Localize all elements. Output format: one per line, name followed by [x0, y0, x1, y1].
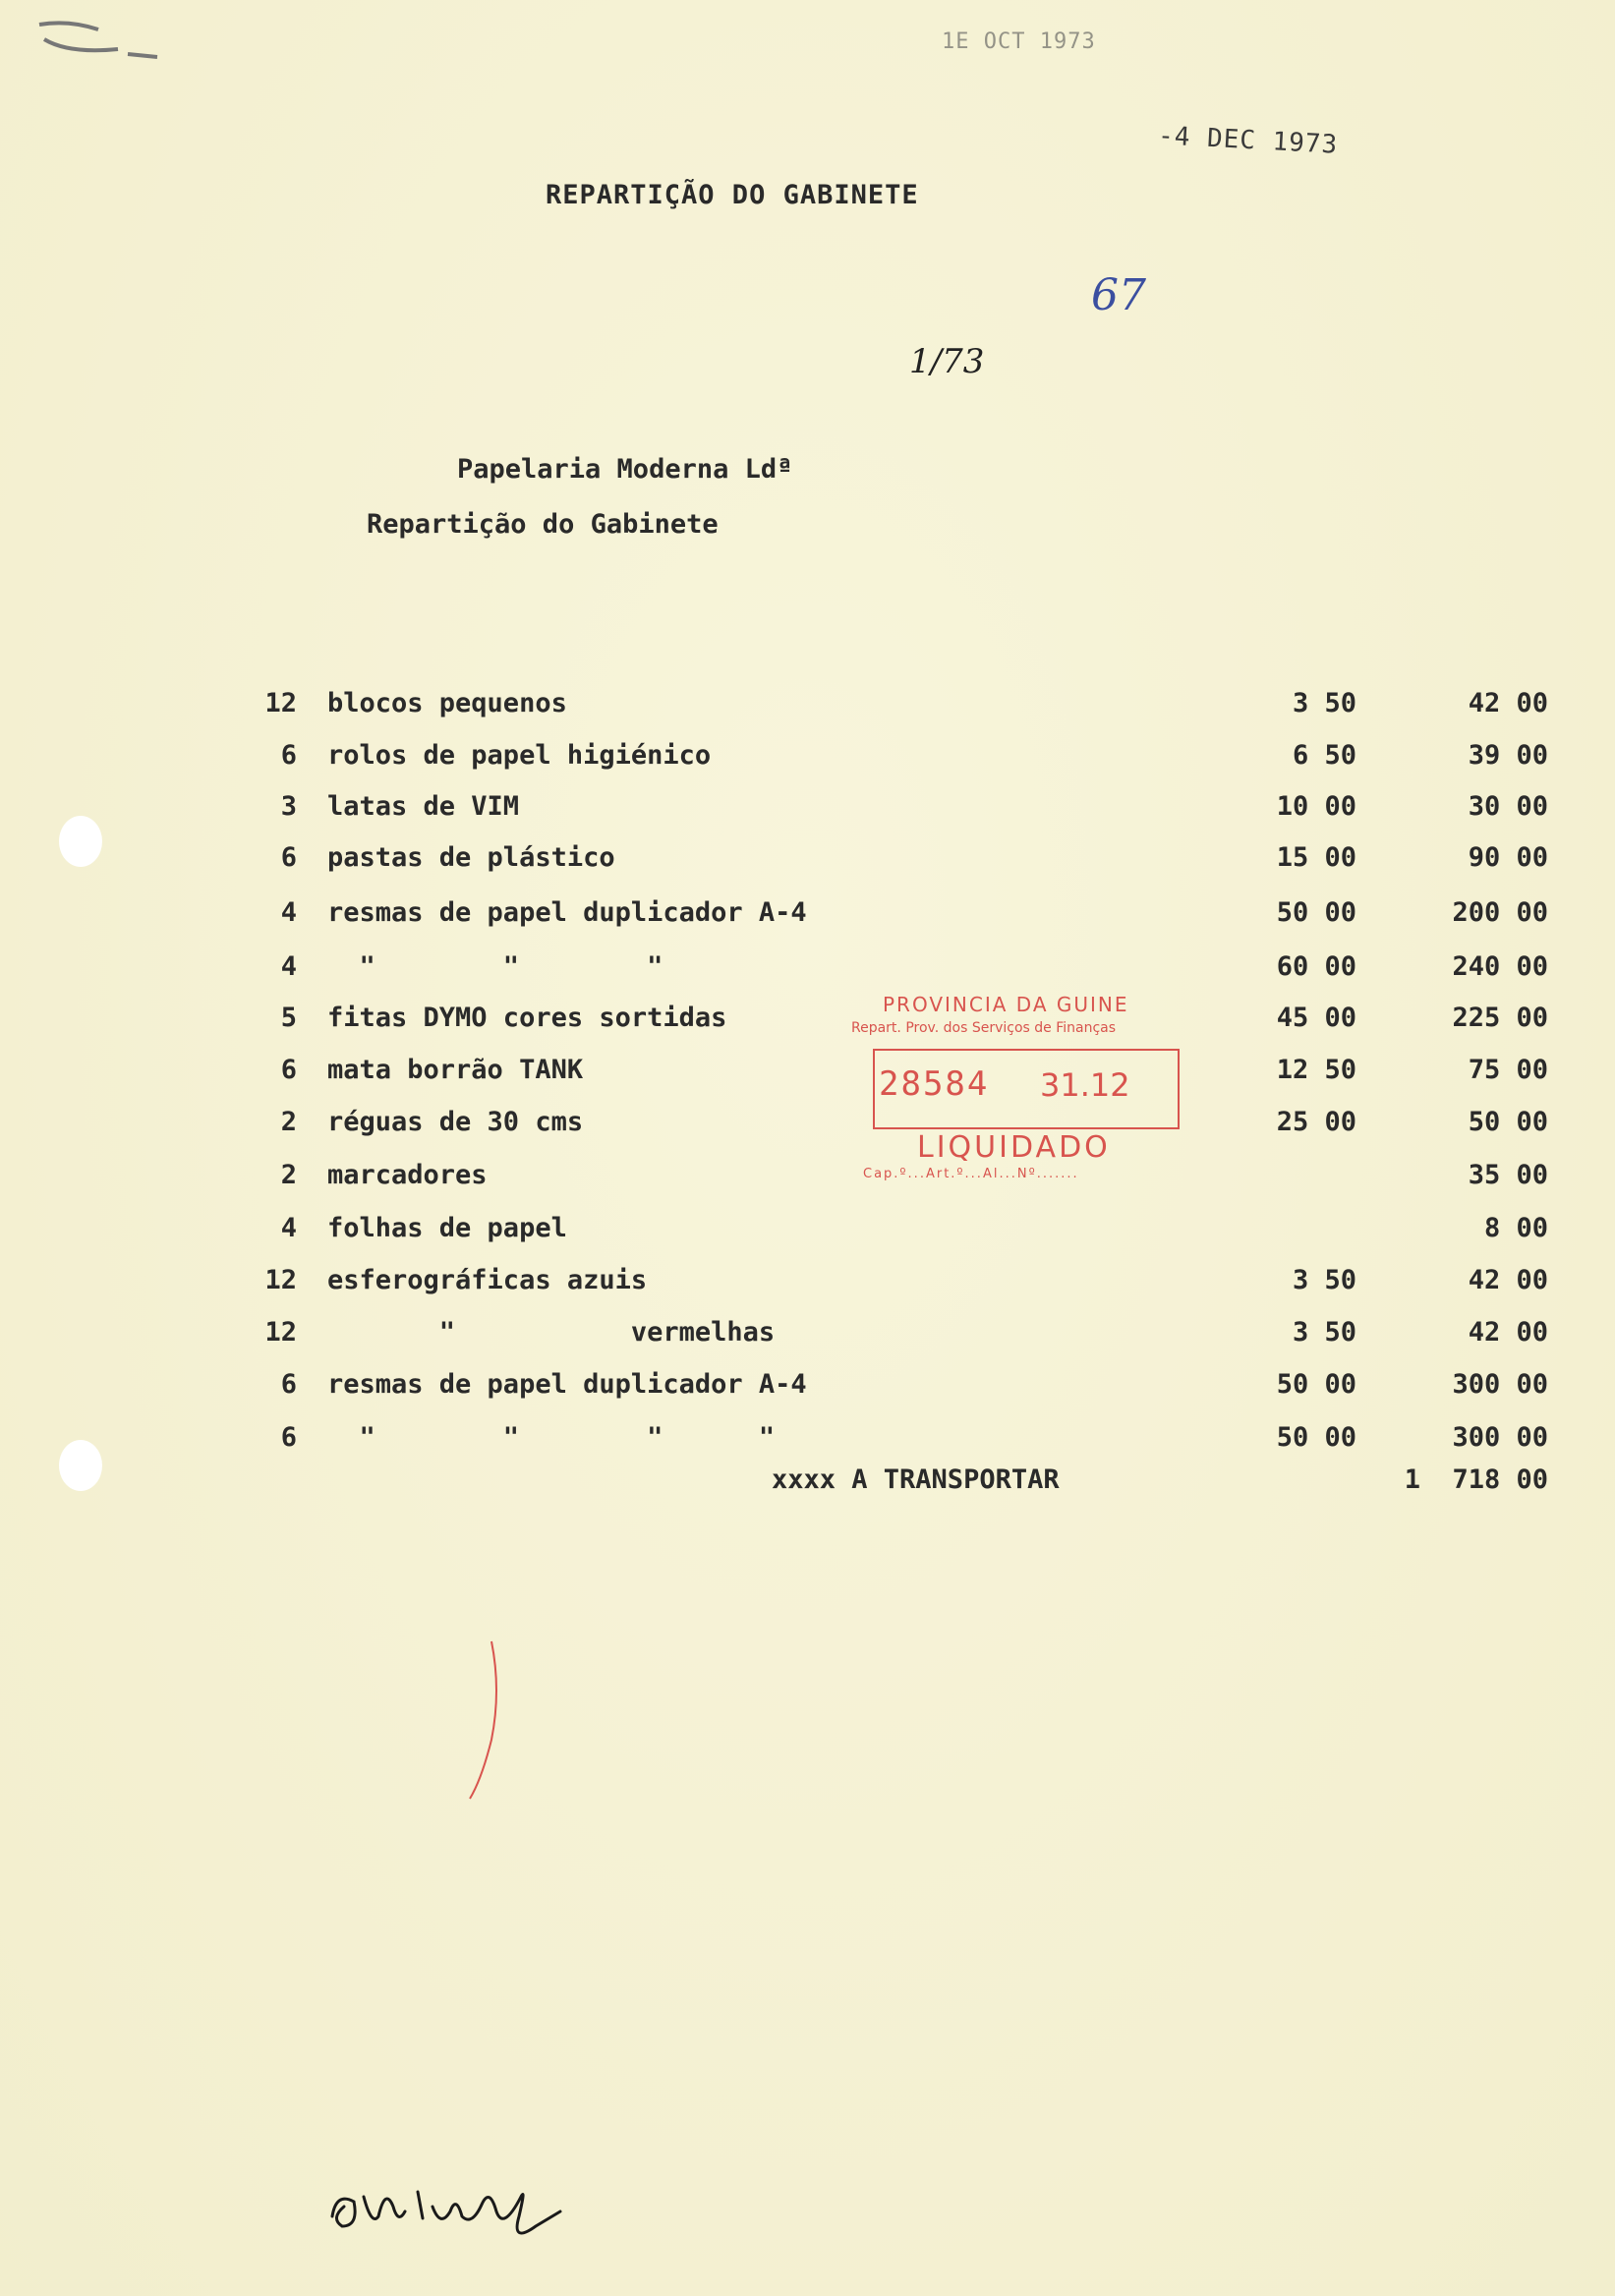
item-quantity: 12 [264, 688, 297, 718]
item-unit-price: 50 00 [1276, 1369, 1356, 1400]
table-row [0, 1055, 1615, 1094]
item-total: 50 00 [1468, 1107, 1548, 1137]
item-description: fitas DYMO cores sortidas [327, 1003, 727, 1033]
received-date-stamp-2: -4 DEC 1973 [1157, 121, 1339, 160]
handwritten-folio-number: 67 [1091, 270, 1146, 320]
item-total: 90 00 [1468, 842, 1548, 873]
item-unit-price: 50 00 [1276, 897, 1356, 928]
item-unit-price: 25 00 [1276, 1107, 1356, 1137]
item-total: 42 00 [1468, 1265, 1548, 1295]
item-unit-price: 15 00 [1276, 842, 1356, 873]
table-row [0, 1265, 1615, 1304]
table-row [0, 1369, 1615, 1408]
item-total: 300 00 [1452, 1369, 1548, 1400]
table-row [0, 688, 1615, 727]
item-total: 39 00 [1468, 740, 1548, 771]
table-row [0, 1213, 1615, 1252]
item-unit-price: 3 50 [1292, 1265, 1356, 1295]
stamp-date: 31.12 [1040, 1066, 1130, 1104]
handwritten-signature [324, 2157, 580, 2246]
item-quantity: 5 [280, 1003, 297, 1033]
item-unit-price: 6 50 [1292, 740, 1356, 771]
item-description: esferográficas azuis [327, 1265, 648, 1295]
item-unit-price: 60 00 [1276, 951, 1356, 982]
item-unit-price: 12 50 [1276, 1055, 1356, 1085]
item-quantity: 4 [280, 951, 297, 982]
stamp-caption: Cap.º...Art.º...Al...Nº....... [863, 1167, 1079, 1181]
carry-forward-label: xxxx A TRANSPORTAR [772, 1464, 1060, 1495]
item-quantity: 12 [264, 1265, 297, 1295]
received-date-stamp-1: 1E OCT 1973 [942, 29, 1096, 54]
stamp-number: 28584 [879, 1064, 990, 1104]
stamp-province-line: PROVINCIA DA GUINE [883, 993, 1129, 1016]
item-unit-price: 10 00 [1276, 791, 1356, 822]
item-unit-price: 3 50 [1292, 1317, 1356, 1348]
item-total: 225 00 [1452, 1003, 1548, 1033]
item-unit-price: 3 50 [1292, 688, 1356, 718]
item-description: " " " [327, 951, 663, 982]
table-row [0, 1317, 1615, 1356]
item-total: 240 00 [1452, 951, 1548, 982]
item-description: " vermelhas [327, 1317, 776, 1348]
item-unit-price: 50 00 [1276, 1422, 1356, 1453]
item-quantity: 12 [264, 1317, 297, 1348]
table-row [0, 897, 1615, 937]
item-quantity: 4 [280, 1213, 297, 1243]
item-quantity: 2 [280, 1107, 297, 1137]
item-description: marcadores [327, 1160, 488, 1190]
table-row [0, 1003, 1615, 1042]
item-description: blocos pequenos [327, 688, 567, 718]
item-description: pastas de plástico [327, 842, 615, 873]
item-unit-price: 45 00 [1276, 1003, 1356, 1033]
ink-smudge-mark [29, 10, 206, 69]
item-quantity: 4 [280, 897, 297, 928]
item-quantity: 3 [280, 791, 297, 822]
table-row [0, 842, 1615, 882]
item-description: mata borrão TANK [327, 1055, 584, 1085]
table-row [0, 951, 1615, 991]
item-description: rolos de papel higiénico [327, 740, 712, 771]
carry-forward-amount: 1 718 00 [1404, 1464, 1548, 1495]
item-quantity: 6 [280, 1055, 297, 1085]
item-quantity: 2 [280, 1160, 297, 1190]
table-row [0, 1107, 1615, 1146]
item-quantity: 6 [280, 740, 297, 771]
red-pencil-mark [462, 1632, 511, 1808]
item-total: 42 00 [1468, 1317, 1548, 1348]
handwritten-reference: 1/73 [909, 342, 985, 381]
item-description: réguas de 30 cms [327, 1107, 584, 1137]
table-row [0, 1422, 1615, 1462]
stamp-status: LIQUIDADO [917, 1130, 1111, 1165]
table-row [0, 1160, 1615, 1199]
addressee-company: Papelaria Moderna Ldª [457, 454, 793, 485]
item-total: 300 00 [1452, 1422, 1548, 1453]
item-total: 75 00 [1468, 1055, 1548, 1085]
item-total: 200 00 [1452, 897, 1548, 928]
item-total: 42 00 [1468, 688, 1548, 718]
item-description: " " " " [327, 1422, 776, 1453]
item-total: 30 00 [1468, 791, 1548, 822]
addressee-department: Repartição do Gabinete [367, 509, 719, 540]
liquidated-red-stamp [843, 988, 1207, 1184]
item-description: folhas de papel [327, 1213, 567, 1243]
table-row [0, 740, 1615, 779]
stamp-department-line: Repart. Prov. dos Serviços de Finanças [851, 1020, 1117, 1036]
item-description: resmas de papel duplicador A-4 [327, 897, 807, 928]
item-description: resmas de papel duplicador A-4 [327, 1369, 807, 1400]
item-description: latas de VIM [327, 791, 520, 822]
item-total: 8 00 [1483, 1213, 1548, 1243]
document-header: REPARTIÇÃO DO GABINETE [546, 180, 919, 210]
item-quantity: 6 [280, 842, 297, 873]
item-quantity: 6 [280, 1369, 297, 1400]
table-row [0, 791, 1615, 831]
item-quantity: 6 [280, 1422, 297, 1453]
item-total: 35 00 [1468, 1160, 1548, 1190]
